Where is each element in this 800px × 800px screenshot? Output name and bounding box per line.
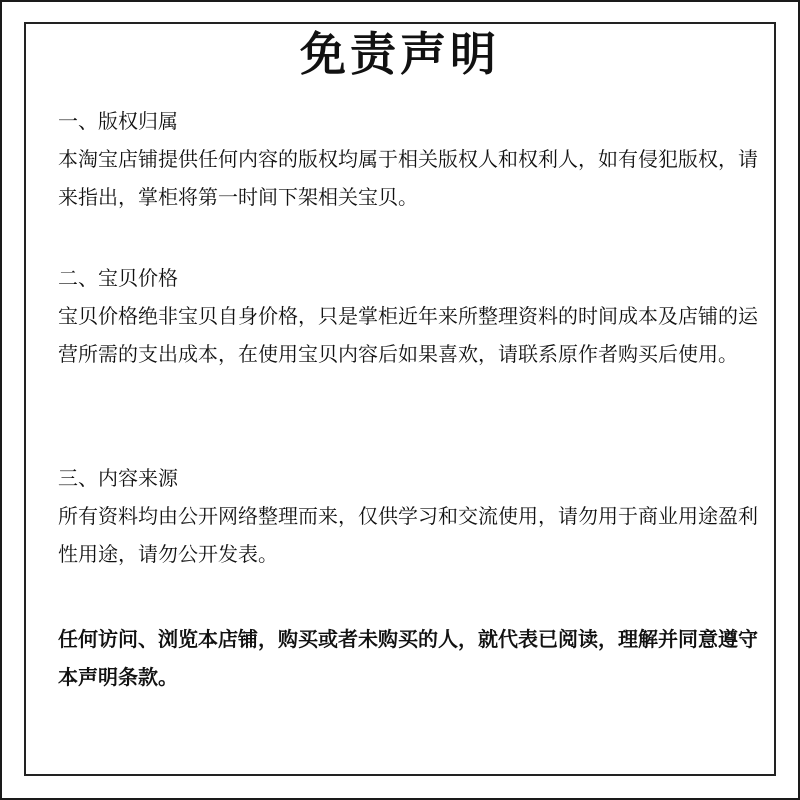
section-heading: 三、内容来源 [58, 466, 178, 490]
section-copyright [58, 102, 758, 216]
section-heading: 二、宝贝价格 [58, 266, 178, 290]
section-source [58, 459, 758, 573]
section-price [58, 259, 758, 373]
agreement-notice: 任何访问、浏览本店铺，购买或者未购买的人，就代表已阅读，理解并同意遵守本声明条款。 [58, 627, 758, 689]
section-body: 所有资料均由公开网络整理而来，仅供学习和交流使用，请勿用于商业用途盈利性用途，请勿公开发表。 [58, 504, 758, 566]
section-body: 本淘宝店铺提供任何内容的版权均属于相关版权人和权利人，如有侵犯版权，请来指出，掌柜将第一时间下架相关宝贝。 [58, 147, 758, 209]
section-heading: 一、版权归属 [58, 109, 178, 133]
section-body: 宝贝价格绝非宝贝自身价格，只是掌柜近年来所整理资料的时间成本及店铺的运营所需的支出成本，在使用宝贝内容后如果喜欢，请联系原作者购买后使用。 [58, 304, 758, 366]
page-title: 免责声明 [300, 27, 500, 81]
